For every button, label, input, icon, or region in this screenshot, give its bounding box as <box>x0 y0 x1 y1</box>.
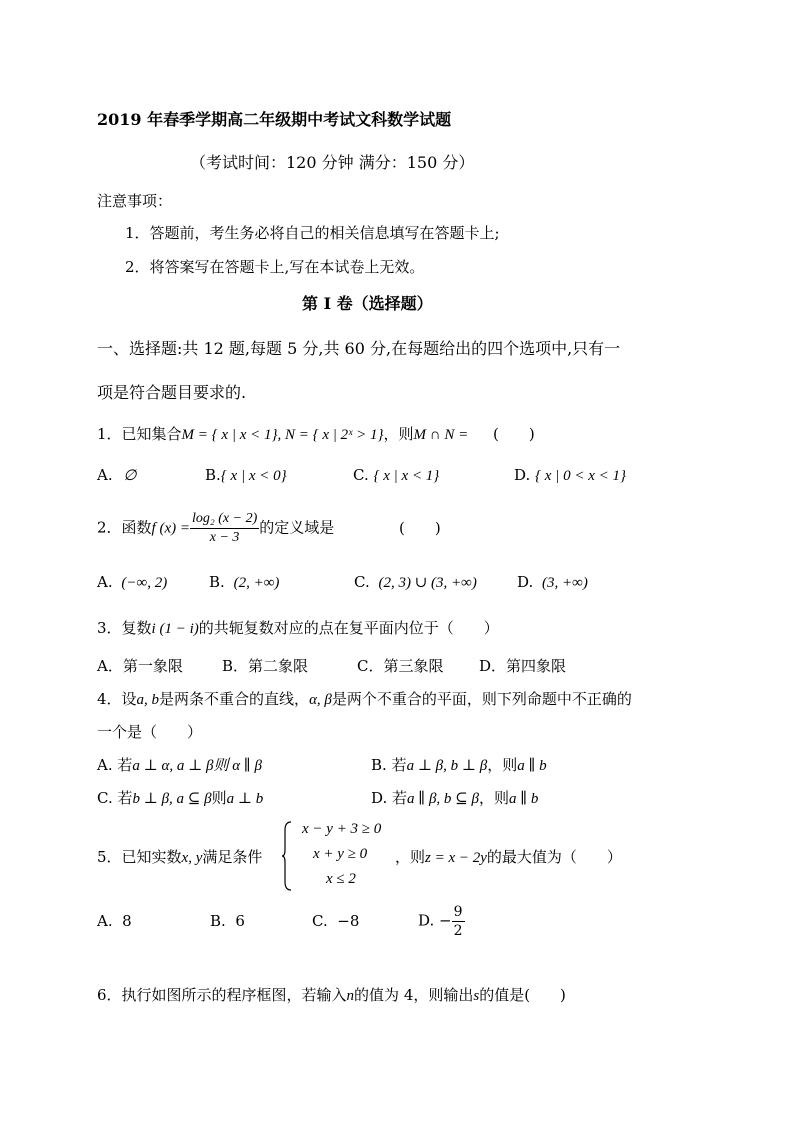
q6-stem: 6．执行如图所示的程序框图，若输入n的值为 4，则输出s的值是( ) <box>97 986 566 1004</box>
q4-option-a: A. 若a ⊥ α, a ⊥ β则 α ∥ β <box>97 756 262 774</box>
section-intro-line2: 项是符合题目要求的. <box>97 383 247 402</box>
q1-option-b: B.{ x | x < 0} <box>205 466 287 484</box>
notice-heading: 注意事项： <box>97 192 173 210</box>
q2-option-a: A. (−∞, 2) <box>97 573 168 591</box>
q5-constraint-1: x − y + 3 ≥ 0 <box>302 821 382 837</box>
q5-option-d: D. − $\frac{9}{2}$ <box>418 904 463 939</box>
q1-blank: ( ) <box>493 425 535 443</box>
q5-constraint-2: x + y ≥ 0 <box>313 846 368 862</box>
exam-title: 2019 年春季学期高二年级期中考试文科数学试题 <box>97 110 452 129</box>
q3-option-c: C．第三象限 <box>357 657 444 675</box>
q2-option-d: D. (3, +∞) <box>517 573 588 591</box>
q5-constraint-3: x ≤ 2 <box>326 871 356 887</box>
exam-subtitle: （考试时间：120 分钟 满分：150 分） <box>190 153 475 172</box>
notice-item-1: 1．答题前，考生务必将自己的相关信息填写在答题卡上; <box>125 224 500 242</box>
q2-option-b: B. (2, +∞) <box>209 573 280 591</box>
q4-option-b: B. 若a ⊥ β, b ⊥ β，则a ∥ b <box>371 756 547 774</box>
q3-stem: 3．复数i (1 − i)的共轭复数对应的点在复平面内位于（ ） <box>97 619 499 637</box>
q1-intersection: M ∩ N = <box>413 427 469 443</box>
q4-option-d: D. 若a ∥ β, b ⊆ β，则a ∥ b <box>371 789 539 807</box>
q2-option-c: C. (2, 3) ∪ (3, +∞) <box>354 573 477 591</box>
q1-stem <box>97 423 535 444</box>
q5-option-a: A. 8 <box>97 912 132 930</box>
q4-stem-line1: 4．设a, b是两条不重合的直线，α, β是两个不重合的平面，则下列命题中不正确的 <box>97 690 632 708</box>
q5-option-c: C. −8 <box>312 912 360 930</box>
q2-stem: 2．函数f (x) = $\frac{\text{log₂ (x − 2)}}{x - 3}$ 的定义域是 ( ) <box>97 511 441 545</box>
q5-stem-right: ，则z = x − 2y的最大值为（ ） <box>395 848 622 866</box>
q1-option-a: A. ∅ <box>97 466 137 484</box>
q1-stem-text: 1．已知集合 <box>97 425 182 443</box>
q3-option-b: B．第二象限 <box>222 657 309 675</box>
q5-stem-left: 5．已知实数x, y满足条件 <box>97 848 263 866</box>
q3-option-a: A．第一象限 <box>97 657 183 675</box>
q2-blank: ( ) <box>399 518 441 537</box>
q4-stem-line2: 一个是（ ） <box>97 723 203 741</box>
q2-fx: f (x) = <box>151 520 190 537</box>
q2-fraction: $\frac{\text{log₂ (x − 2)}}{x - 3}$ <box>191 511 258 545</box>
q1-sets: M = { x | x < 1}, N = { x | 2ˣ > 1} <box>181 427 384 443</box>
q3-complex: i (1 − i) <box>151 621 199 637</box>
section-intro-line1: 一、选择题:共 12 题,每题 5 分,共 60 分,在每题给出的四个选项中,只有一 <box>97 339 621 358</box>
q1-option-d: D. { x | 0 < x < 1} <box>514 466 626 484</box>
q5-brace <box>281 820 293 892</box>
q3-option-d: D．第四象限 <box>479 657 567 675</box>
part1-title: 第 I 卷（选择题） <box>302 294 433 313</box>
q1-option-c: C. { x | x < 1} <box>353 466 440 484</box>
q5-option-b: B. 6 <box>210 912 245 930</box>
notice-item-2: 2．将答案写在答题卡上,写在本试卷上无效。 <box>125 258 425 276</box>
q1-mid: ，则 <box>383 425 414 443</box>
q4-option-c: C. 若b ⊥ β, a ⊆ β则a ⊥ b <box>97 789 264 807</box>
